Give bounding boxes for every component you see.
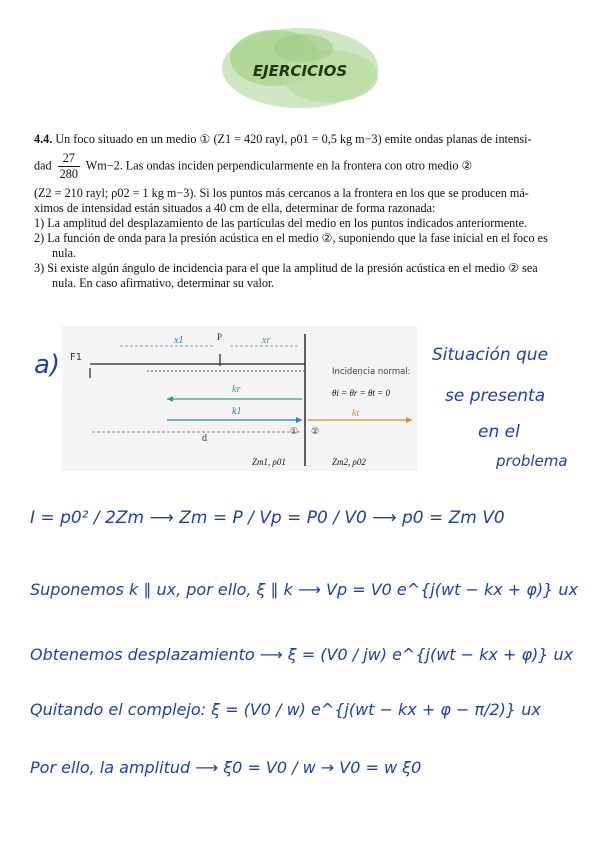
part-a-label: a)	[34, 350, 61, 380]
kr-label: kr	[232, 384, 241, 395]
zm1-label: Zm1, ρ01	[252, 457, 286, 467]
k1-label: k1	[232, 406, 242, 417]
medium-1-label: ①	[290, 426, 299, 436]
problem-item-3: 3) Si existe algún ángulo de incidencia para el que la amplitud de la presión acústica en el medio ② sea nula. En caso afirmativo, determinar su valor.	[34, 261, 538, 290]
problem-line-2a: dad	[34, 158, 52, 173]
equation-1: I = p0² / 2Zm ⟶ Zm = P / Vp = P0 / V0 ⟶ p0 = Zm V0	[30, 508, 505, 528]
x1-label: x1	[174, 335, 184, 346]
xr-label: xr	[262, 335, 271, 346]
angles-label: θi = θr = θt = 0	[332, 388, 390, 398]
banner-title: EJERCICIOS	[252, 62, 348, 80]
problem-line-1: Un foco situado en un medio ① (Z1 = 420 rayl, ρ01 = 0,5 kg m−3) emite ondas planas de intensi-	[55, 132, 532, 146]
note-situacion-4: problema	[496, 452, 568, 470]
note-situacion-3: en el	[478, 422, 520, 442]
problem-number: 4.4.	[34, 132, 53, 146]
equation-2: Suponemos k ∥ ux, por ello, ξ ∥ k ⟶ Vp = V0 e^{j(wt − kx + φ)} ux	[30, 580, 578, 599]
problem-item-2: 2) La función de onda para la presión acústica en el medio ②, suponiendo que la fase inicial en el foco es nula.	[34, 231, 548, 260]
equation-3: Obtenemos desplazamiento ⟶ ξ = (V0 / jw) e^{j(wt − kx + φ)} ux	[30, 645, 574, 664]
wave-diagram	[62, 326, 417, 471]
f1-label: F1	[70, 352, 83, 363]
equation-4: Quitando el complejo: ξ = (V0 / w) e^{j(wt − kx + φ − π/2)} ux	[30, 700, 541, 719]
problem-line-2b: Wm−2. Las ondas inciden perpendicularmente en la frontera con otro medio ②	[85, 158, 473, 173]
incidencia-label: Incidencia normal:	[332, 367, 411, 377]
equation-5: Por ello, la amplitud ⟶ ξ0 = V0 / w → V0 = w ξ0	[30, 758, 422, 777]
problem-line-3: (Z2 = 210 rayl; ρ02 = 1 kg m−3). Si los puntos más cercanos a la frontera en los que se producen má-	[34, 186, 529, 200]
note-situacion-2: se presenta	[445, 386, 546, 406]
problem-line-4: ximos de intensidad están situados a 40 cm de ella, determinar de forma razonada:	[34, 201, 436, 215]
ejercicios-banner	[215, 18, 385, 116]
problem-items	[34, 216, 564, 291]
intensity-fraction: $\frac{27}{280}$	[59, 151, 78, 181]
problem-item-1: 1) La amplitud del desplazamiento de las partículas del medio en los puntos indicados anteriormente.	[34, 216, 528, 230]
note-situacion-1: Situación que	[432, 345, 549, 365]
problem-statement	[34, 132, 564, 291]
p-label: P	[217, 332, 223, 342]
medium-2-label: ②	[311, 426, 320, 436]
zm2-label: Zm2, ρ02	[332, 457, 366, 467]
kt-label: kt	[352, 408, 360, 419]
d-label: d	[202, 433, 207, 444]
